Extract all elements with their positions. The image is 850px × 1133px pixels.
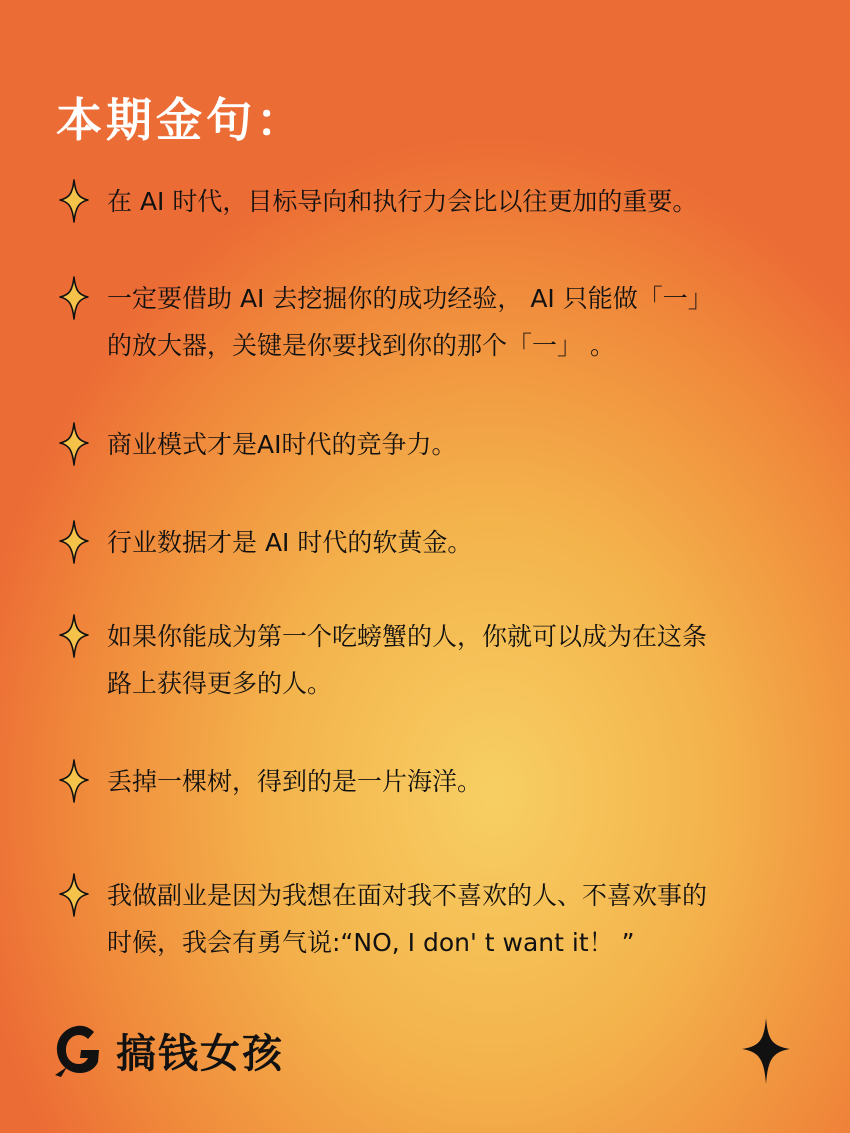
quote-text xyxy=(107,872,798,966)
quote-text xyxy=(107,758,798,805)
sparkle-star-icon xyxy=(58,178,90,224)
quote-item xyxy=(58,421,798,468)
brand-name: 搞钱女孩 xyxy=(116,1030,284,1077)
sparkle-star-icon xyxy=(58,872,90,918)
quote-item xyxy=(58,275,798,369)
quote-text xyxy=(107,178,798,225)
quote-line: 我做副业是因为我想在面对我不喜欢的人、不喜欢事的 xyxy=(107,881,708,910)
quote-line: 路上获得更多的人。 xyxy=(107,669,333,698)
brand-g-logo-icon xyxy=(50,1020,110,1080)
sparkle-star-icon xyxy=(58,275,90,321)
quote-line: 如果你能成为第一个吃螃蟹的人，你就可以成为在这条 xyxy=(107,622,708,651)
quote-text xyxy=(107,519,798,566)
quote-line: 丢掉一棵树，得到的是一片海洋。 xyxy=(107,767,483,796)
quote-line: 的放大器，关键是你要找到你的那个「一」 。 xyxy=(107,331,615,360)
quote-line: 一定要借助 AI 去挖掘你的成功经验， AI 只能做「一」 xyxy=(107,284,713,313)
quote-item xyxy=(58,758,798,805)
four-point-star-icon xyxy=(740,1016,792,1086)
quote-item xyxy=(58,872,798,966)
quote-text xyxy=(107,613,798,707)
quote-line: 商业模式才是AI时代的竞争力。 xyxy=(107,430,457,459)
quote-line: 在 AI 时代，目标导向和执行力会比以往更加的重要。 xyxy=(107,187,698,216)
sparkle-star-icon xyxy=(58,758,90,804)
quote-item xyxy=(58,519,798,566)
page-title: 本期金句： xyxy=(56,93,306,147)
quote-item xyxy=(58,178,798,225)
sparkle-star-icon xyxy=(58,519,90,565)
quote-text xyxy=(107,421,798,468)
brand-footer xyxy=(50,1018,284,1082)
quote-line: 时候，我会有勇气说:“NO, I don' t want it！ ” xyxy=(107,928,635,957)
sparkle-star-icon xyxy=(58,613,90,659)
quote-text xyxy=(107,275,798,369)
quote-item xyxy=(58,613,798,707)
sparkle-star-icon xyxy=(58,421,90,467)
quote-line: 行业数据才是 AI 时代的软黄金。 xyxy=(107,528,473,557)
